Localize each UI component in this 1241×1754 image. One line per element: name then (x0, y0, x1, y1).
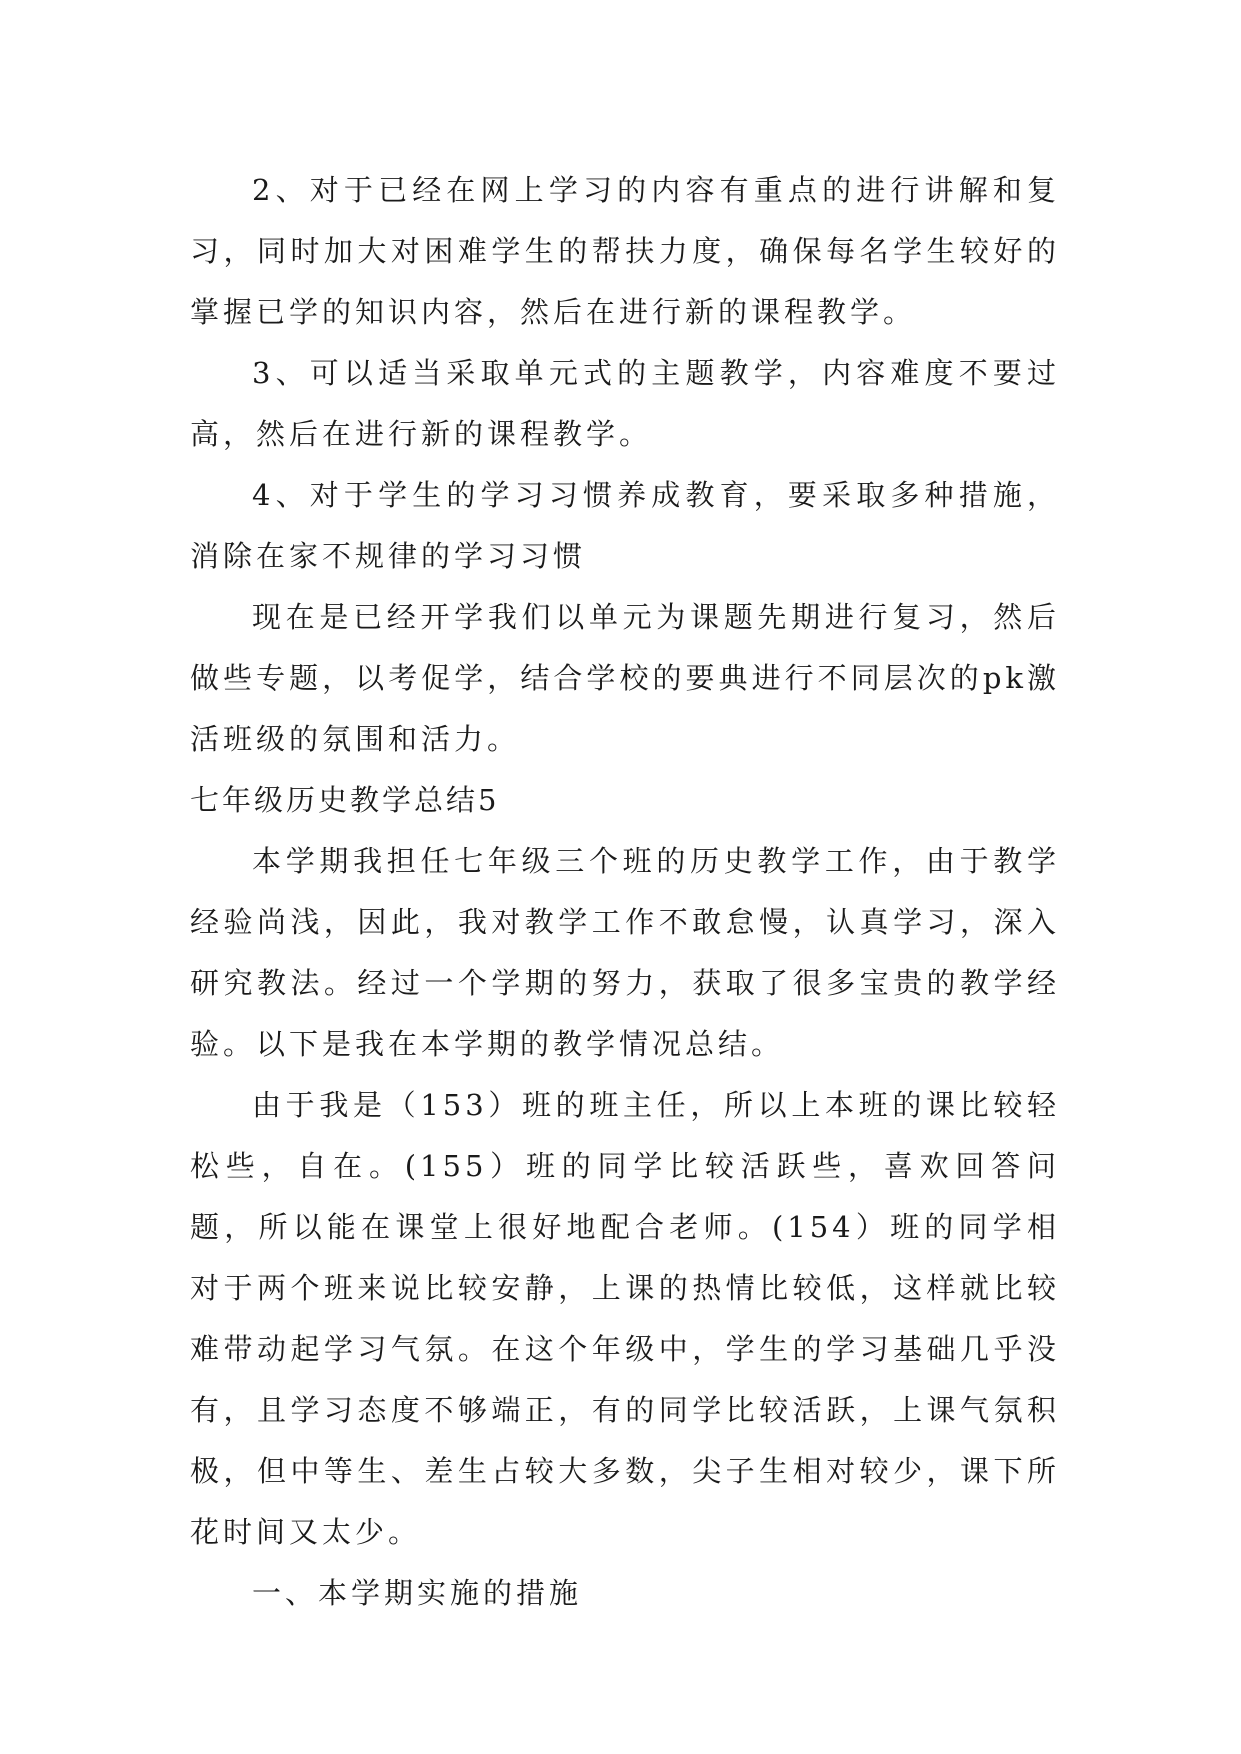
paragraph-measures-heading: 一、本学期实施的措施 (252, 1576, 583, 1610)
section-heading: 七年级历史教学总结5 (190, 783, 500, 817)
paragraph-item-3: 3、可以适当采取单元式的主题教学，内容难度不要过高，然后在进行新的课程教学。 (190, 356, 1060, 451)
paragraph-current-status: 现在是已经开学我们以单元为课题先期进行复习，然后做些专题，以考促学，结合学校的要典进行不同层次的pk激活班级的氛围和活力。 (190, 600, 1060, 756)
document-body (190, 160, 1060, 1624)
paragraph-class-situation: 由于我是（153）班的班主任，所以上本班的课比较轻松些，自在。(155）班的同学比较活跃些，喜欢回答问题，所以能在课堂上很好地配合老师。(154）班的同学相对于两个班来说比较安静，上课的热情比较低，这样就比较难带动起学习气氛。在这个年级中，学生的学习基础几乎没有，且学习态度不够端正，有的同学比较活跃，上课气氛积极，但中等生、差生占较大多数，尖子生相对较少，课下所花时间又太少。 (190, 1088, 1060, 1549)
paragraph-intro: 本学期我担任七年级三个班的历史教学工作，由于教学经验尚浅，因此，我对教学工作不敢怠慢，认真学习，深入研究教法。经过一个学期的努力，获取了很多宝贵的教学经验。以下是我在本学期的教学情况总结。 (190, 844, 1060, 1061)
paragraph-item-2: 2、对于已经在网上学习的内容有重点的进行讲解和复习，同时加大对困难学生的帮扶力度，确保每名学生较好的掌握已学的知识内容，然后在进行新的课程教学。 (190, 173, 1060, 329)
paragraph-item-4: 4、对于学生的学习习惯养成教育，要采取多种措施，消除在家不规律的学习习惯 (190, 478, 1060, 573)
